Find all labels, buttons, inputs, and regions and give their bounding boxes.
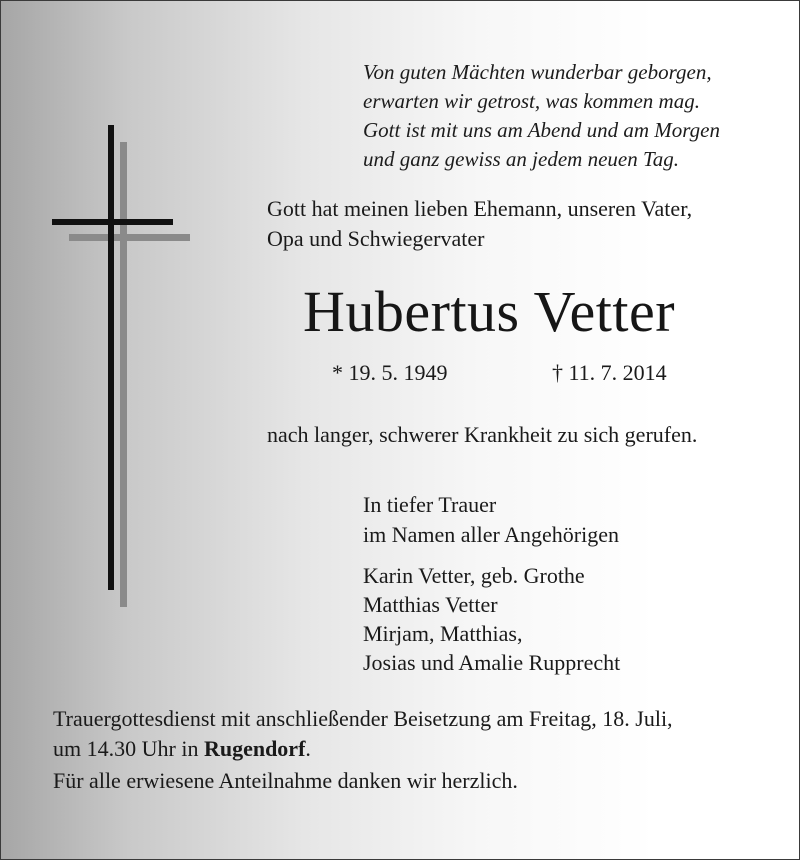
family-member: Josias und Amalie Rupprecht: [363, 650, 621, 675]
mourning-line: In tiefer Trauer: [363, 492, 497, 517]
cross-shadow-vertical: [120, 142, 127, 607]
called-home-text: nach langer, schwerer Krankheit zu sich gerufen.: [267, 422, 698, 447]
service-time: um 14.30 Uhr in: [53, 736, 204, 761]
family-member: Karin Vetter, geb. Grothe: [363, 563, 585, 588]
intro-line: Opa und Schwiegervater: [267, 226, 485, 251]
poem: [363, 58, 720, 174]
mourning-line: im Namen aller Angehörigen: [363, 522, 619, 547]
service-line-2: [53, 734, 673, 764]
family-list: [363, 561, 620, 677]
poem-line: Gott ist mit uns am Abend und am Morgen: [363, 118, 720, 142]
family-member: Matthias Vetter: [363, 592, 498, 617]
service-info: [53, 704, 673, 764]
death-date: † 11. 7. 2014: [552, 360, 667, 385]
cross-icon: [1, 1, 201, 621]
birth-date: * 19. 5. 1949: [332, 360, 448, 385]
cross-shadow-horizontal: [69, 234, 190, 241]
mourning-text: [363, 490, 619, 550]
service-period: .: [305, 736, 311, 761]
cross-vertical: [108, 125, 114, 590]
thanks-text: Für alle erwiesene Anteilnahme danken wir herzlich.: [53, 768, 518, 793]
poem-line: und ganz gewiss an jedem neuen Tag.: [363, 147, 679, 171]
intro-line: Gott hat meinen lieben Ehemann, unseren Vater,: [267, 196, 693, 221]
service-place: Rugendorf: [203, 736, 306, 761]
deceased-name: Hubertus Vetter: [303, 279, 676, 344]
poem-line: Von guten Mächten wunderbar geborgen,: [363, 60, 712, 84]
service-line-1: Trauergottesdienst mit anschließender Beisetzung am Freitag, 18. Juli,: [53, 706, 673, 731]
intro-text: [267, 194, 692, 254]
poem-line: erwarten wir getrost, was kommen mag.: [363, 89, 700, 113]
cross-horizontal: [52, 219, 173, 225]
family-member: Mirjam, Matthias,: [363, 621, 523, 646]
